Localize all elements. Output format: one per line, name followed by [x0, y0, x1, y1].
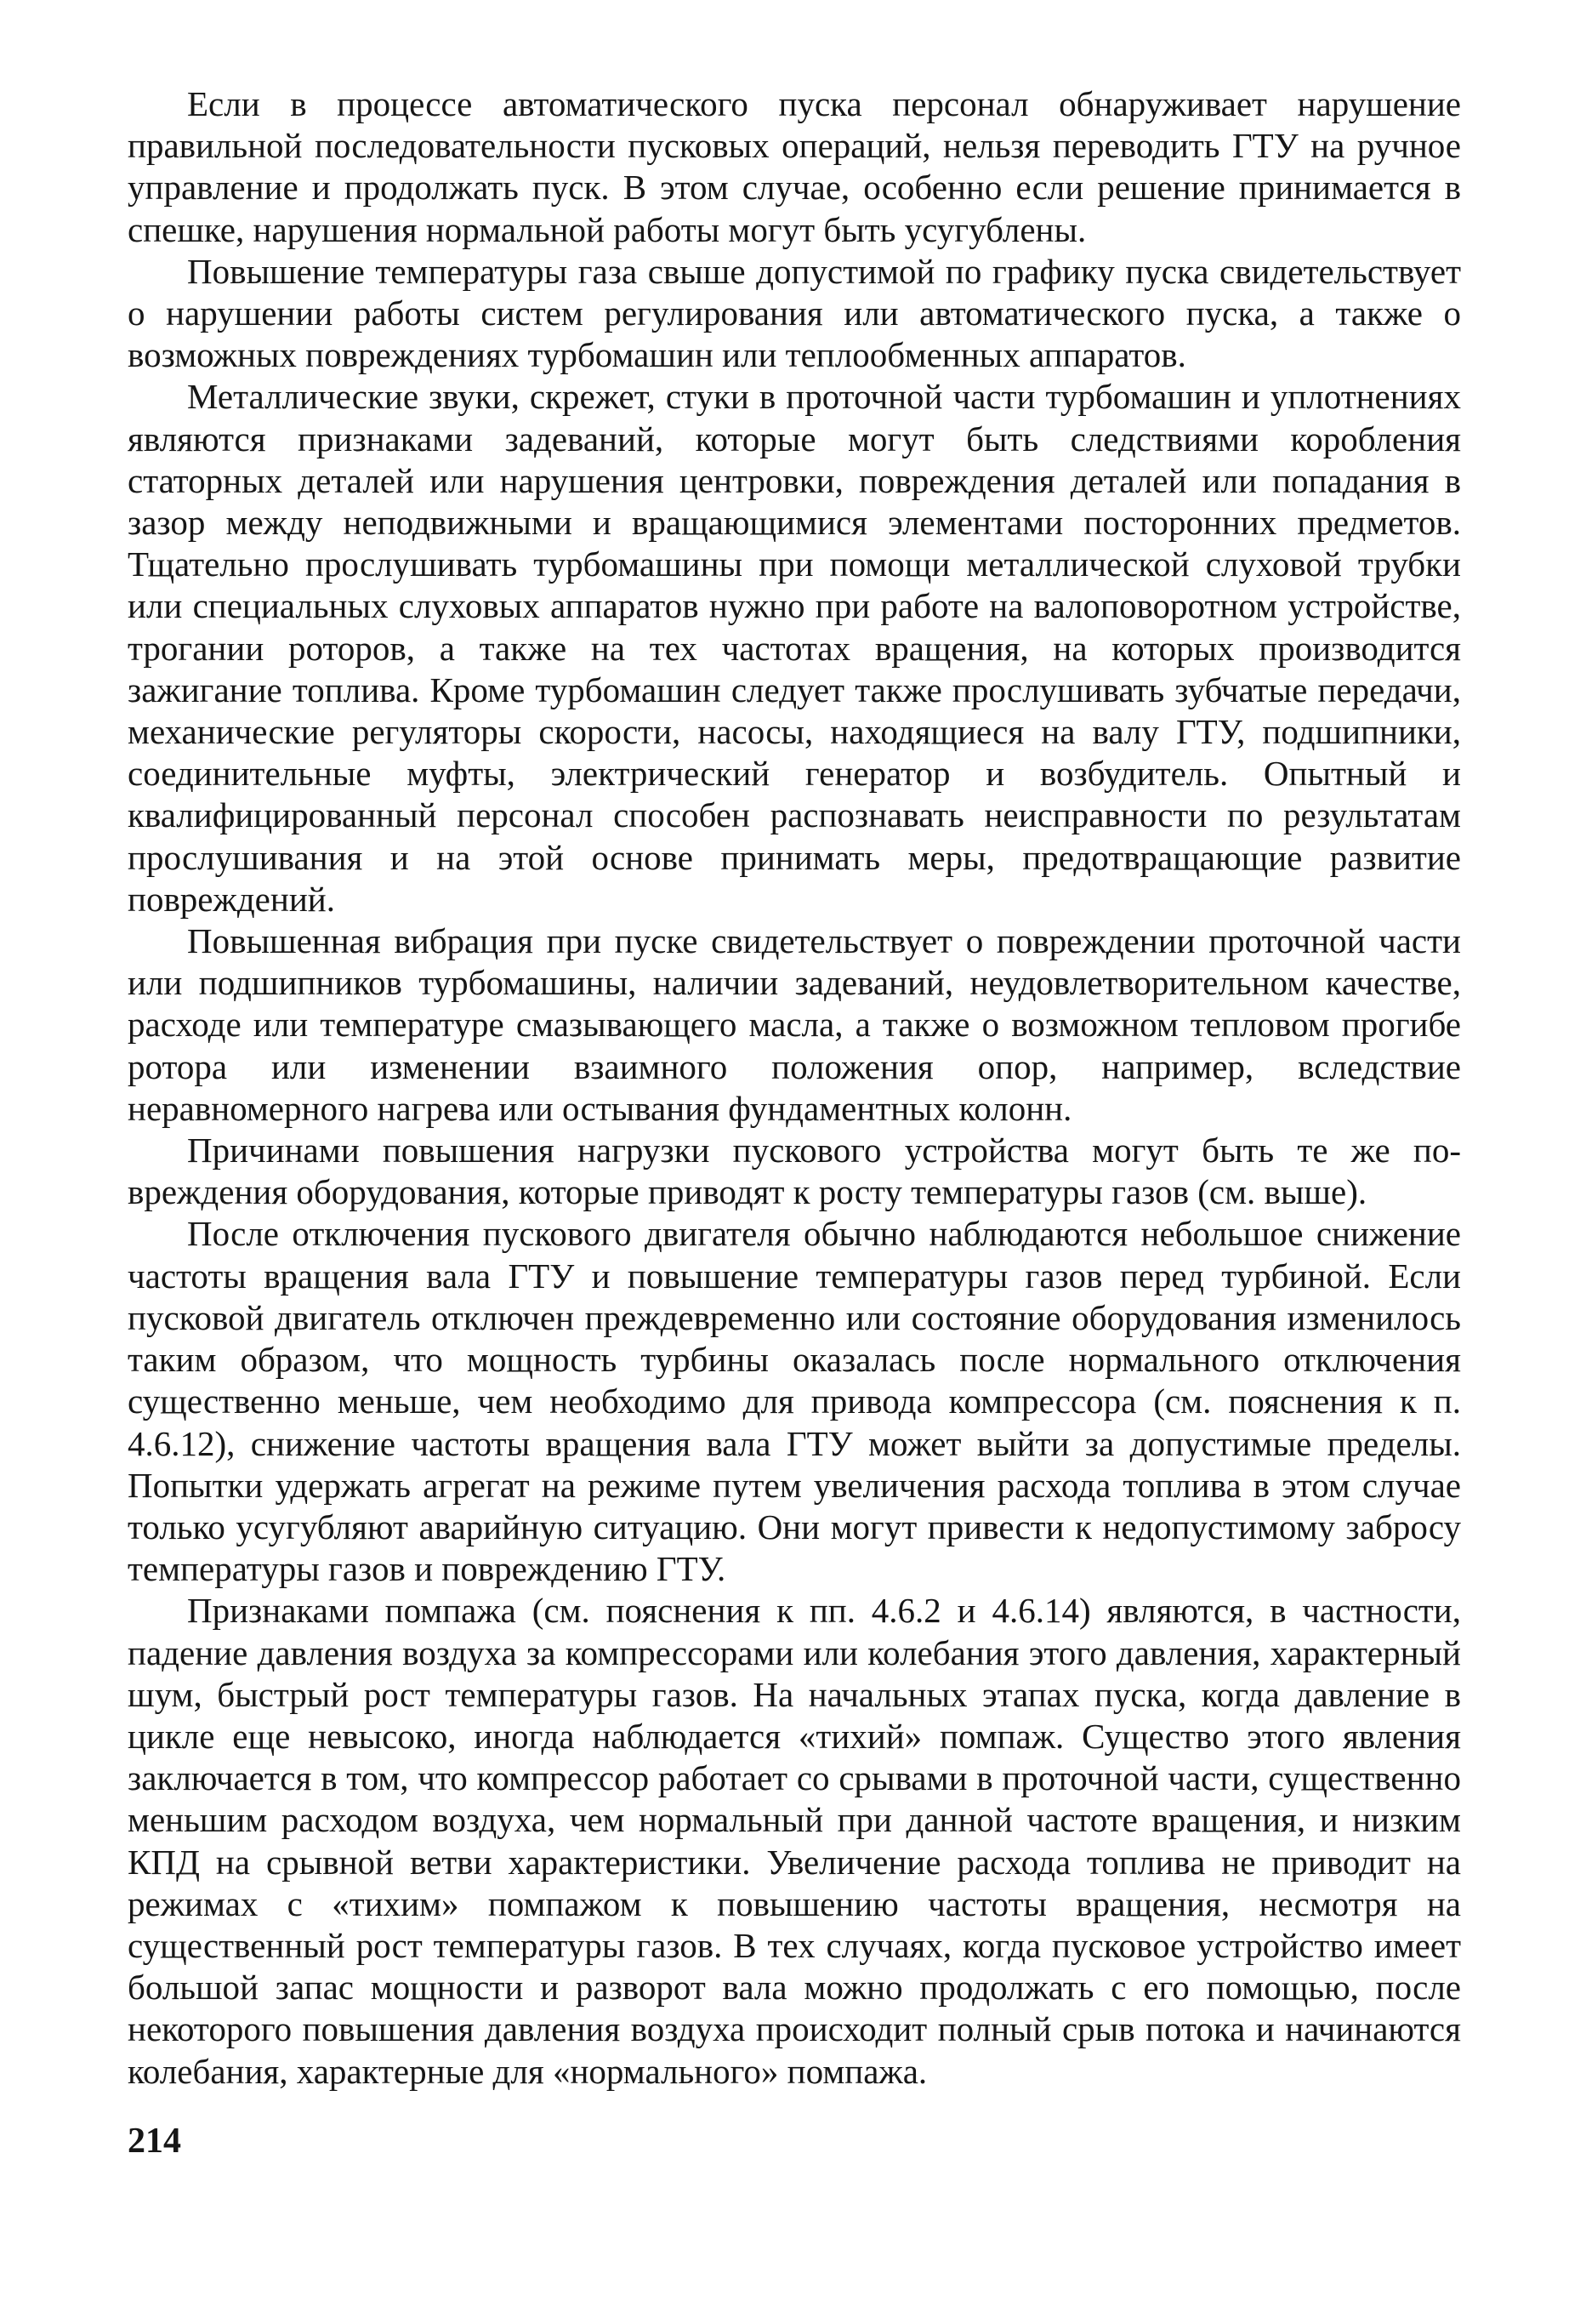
paragraph-5: Причинами повышения нагрузки пускового устройства могут быть те же повреждения оборудования, которые приводят к росту температуры газов (см. выше).: [128, 1131, 1461, 1212]
paragraph-6: После отключения пускового двигателя обычно наблюдаются небольшое снижение частоты вращения вала ГТУ и повышение температуры газов перед турбиной. Если пусковой двигатель отключен преждевременно или состояние оборудования изменилось таким образом, что мощность турбины оказалась после нормального отключения существенно меньше, чем необходимо для привода компрессора (см. пояснения к п. 4.6.12), снижение частоты вращения вала ГТУ может выйти за допустимые пределы. Попытки удержать агрегат на режиме путем увеличения расхода топлива в этом случае только усугубляют аварийную ситуацию. Они могут привести к недопустимому забросу температуры газов и повреждению ГТУ.: [128, 1214, 1461, 1589]
page-number: 214: [128, 2122, 181, 2161]
paragraph-7: Признаками помпажа (см. пояснения к пп. 4.6.2 и 4.6.14) являются, в частности, падение давления воздуха за компрессорами или колебания этого давления, характерный шум, быстрый рост температуры газов. На начальных этапах пуска, когда давление в цикле еще невысоко, иногда наблюдается «тихий» помпаж. Существо этого явления заключается в том, что компрессор работает со срывами в проточной части, существенно меньшим расходом воздуха, чем нормальный при данной частоте вращения, и низким КПД на срывной ветви характеристики. Увеличение расхода топлива не приводит на режимах с «тихим» помпажом к повышению частоты вращения, несмотря на существенный рост температуры газов. В тех случаях, когда пусковое устройство имеет большой запас мощности и разворот вала можно продолжать с его помощью, после некоторого повышения давления воздуха происходит полный срыв потока и начинаются колебания, характерные для «нормального» помпажа.: [128, 1591, 1461, 2091]
paragraph-1: Если в процессе автоматического пуска персонал обнаруживает нарушение правильной последовательности пусковых операций, нельзя переводить ГТУ на ручное управление и продолжать пуск. В этом случае, особенно если решение принимается в спешке, нарушения нормальной работы могут быть усугублены.: [128, 84, 1461, 249]
paragraph-4: Повышенная вибрация при пуске свидетельствует о повреждении проточной части или подшипников турбомашины, наличии задеваний, неудовлетворительном качестве, расходе или температуре смазывающего масла, а также о возможном тепловом прогибе ротора или изменении взаимного положения опор, например, вследствие неравномерного нагрева или остывания фундаментных колонн.: [128, 921, 1461, 1128]
body-text: [128, 83, 1461, 2093]
paragraph-3: Металлические звуки, скрежет, стуки в проточной части турбомашин и уплотнениях являются признаками задеваний, которые могут быть следствиями коробления статорных деталей или нарушения центровки, повреждения деталей или попадания в зазор между неподвижными и вращающимися элементами посторонних предметов. Тщательно прослушивать турбомашины при помощи металлической слуховой трубки или специальных слуховых аппаратов нужно при работе на валоповоротном устройстве, трогании роторов, а также на тех частотах вращения, на которых производится зажигание топлива. Кроме турбомашин следует также прослушивать зубчатые передачи, механические регуляторы скорости, насосы, находящиеся на валу ГТУ, подшипники, соединительные муфты, электрический генератор и возбудитель. Опытный и квалифицированный персонал способен распознавать неисправности по результатам прослушивания и на этой основе принимать меры, предотвращающие развитие повреждений.: [128, 377, 1461, 919]
paragraph-2: Повышение температуры газа свыше допустимой по графику пуска свидетельствует о нарушении работы систем регулирования или автоматического пуска, а также о возможных повреждениях турбомашин или теплообменных аппаратов.: [128, 251, 1461, 375]
